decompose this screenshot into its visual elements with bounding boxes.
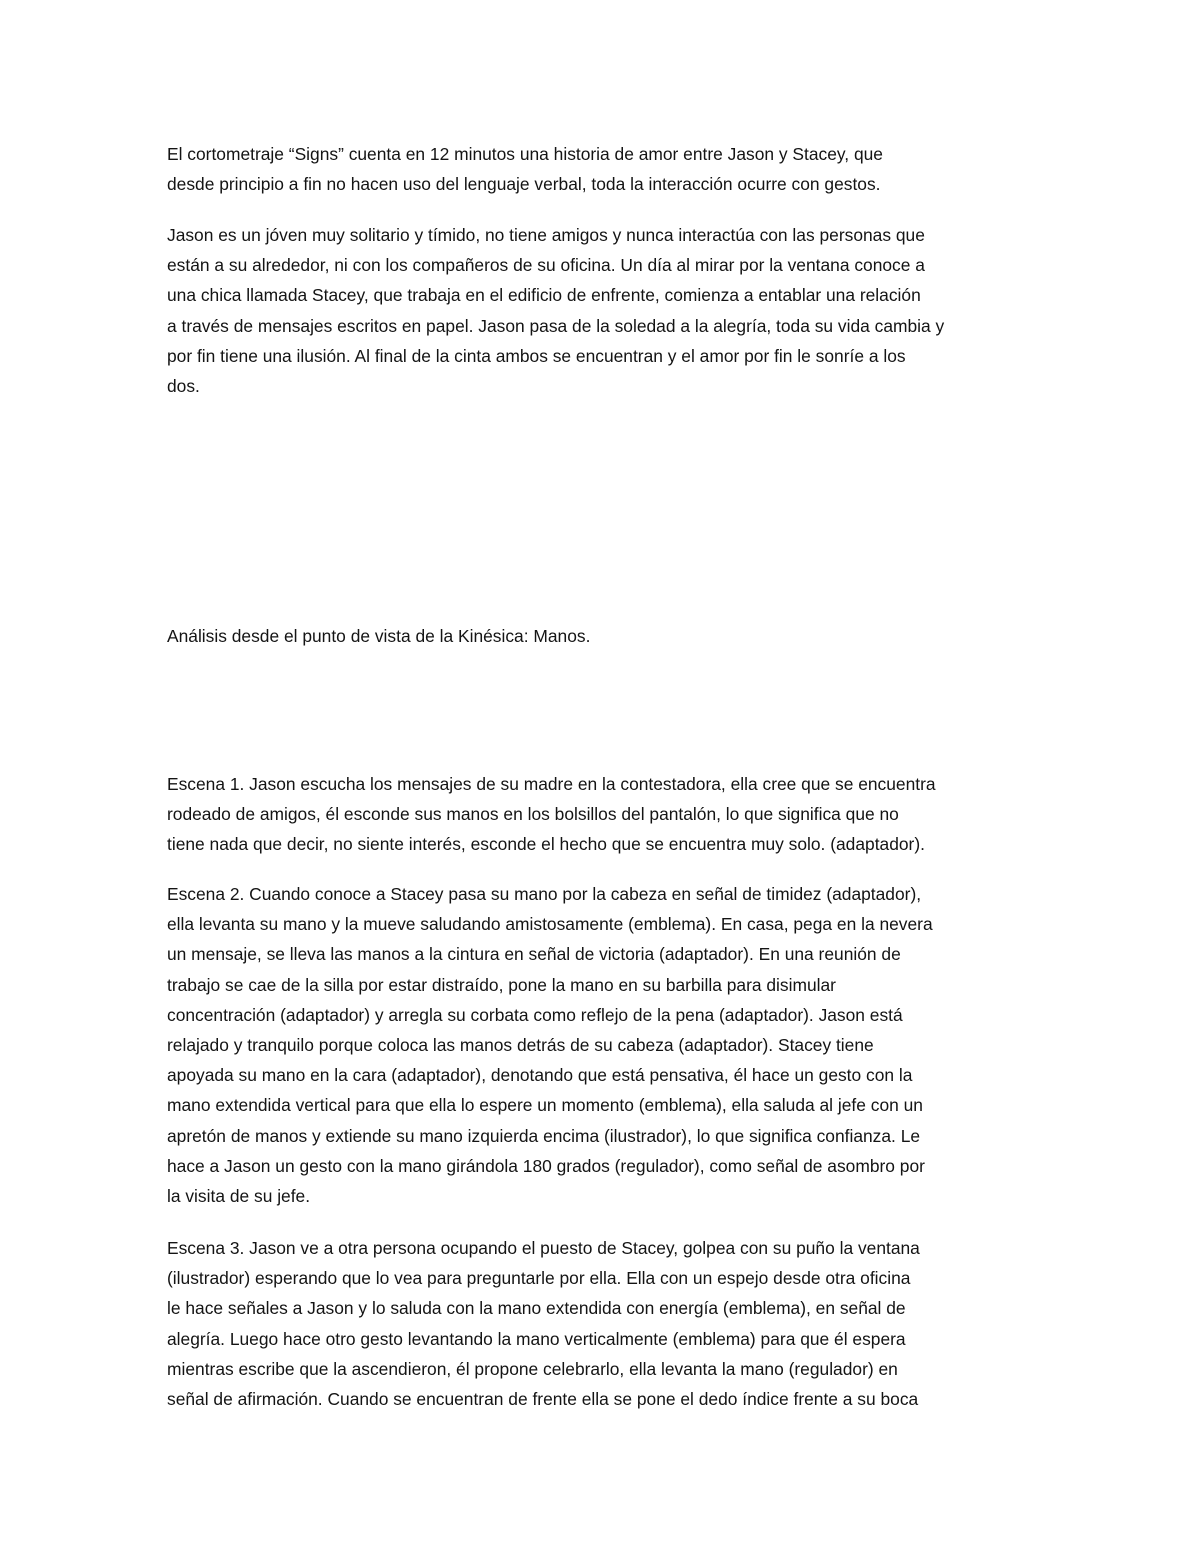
paragraph-line: tiene nada que decir, no siente interés, esconde el hecho que se encuentra muy solo. (adaptador). xyxy=(167,834,925,855)
summary-paragraph xyxy=(167,220,1037,401)
paragraph-line: a través de mensajes escritos en papel. Jason pasa de la soledad a la alegría, toda su vida cambia y xyxy=(167,315,945,336)
paragraph-line: rodeado de amigos, él esconde sus manos en los bolsillos del pantalón, lo que significa que no xyxy=(167,804,899,825)
paragraph-line: una chica llamada Stacey, que trabaja en el edificio de enfrente, comienza a entablar una relación xyxy=(167,285,921,306)
paragraph-line: hace a Jason un gesto con la mano girándola 180 grados (regulador), como señal de asombro por xyxy=(167,1155,925,1176)
paragraph-line: por fin tiene una ilusión. Al final de la cinta ambos se encuentran y el amor por fin le sonríe a los xyxy=(167,345,906,366)
paragraph-line: concentración (adaptador) y arregla su corbata como reflejo de la pena (adaptador). Jason está xyxy=(167,1004,903,1025)
paragraph-line: Escena 1. Jason escucha los mensajes de su madre en la contestadora, ella cree que se encuentra xyxy=(167,774,936,794)
paragraph-line: El cortometraje “Signs” cuenta en 12 minutos una historia de amor entre Jason y Stacey, que xyxy=(167,144,883,164)
analysis-heading xyxy=(167,621,1037,651)
scene-2-paragraph xyxy=(167,879,1037,1211)
paragraph-line: desde principio a fin no hacen uso del lenguaje verbal, toda la interacción ocurre con gestos. xyxy=(167,174,881,195)
heading-text: Análisis desde el punto de vista de la Kinésica: Manos. xyxy=(167,626,591,646)
paragraph-line: Jason es un jóven muy solitario y tímido, no tiene amigos y nunca interactúa con las personas que xyxy=(167,225,925,245)
paragraph-line: (ilustrador) esperando que lo vea para preguntarle por ella. Ella con un espejo desde otra oficina xyxy=(167,1268,911,1289)
paragraph-line: mientras escribe que la ascendieron, él propone celebrarlo, ella levanta la mano (regulador) en xyxy=(167,1358,898,1379)
paragraph-line: Escena 3. Jason ve a otra persona ocupando el puesto de Stacey, golpea con su puño la ventana xyxy=(167,1238,920,1258)
paragraph-line: Escena 2. Cuando conoce a Stacey pasa su mano por la cabeza en señal de timidez (adaptador), xyxy=(167,884,922,904)
paragraph-line: están a su alrededor, ni con los compañeros de su oficina. Un día al mirar por la ventana conoce a xyxy=(167,255,925,276)
paragraph-line: dos. xyxy=(167,375,200,396)
paragraph-line: mano extendida vertical para que ella lo espere un momento (emblema), ella saluda al jefe con un xyxy=(167,1095,923,1116)
paragraph-line: alegría. Luego hace otro gesto levantando la mano verticalmente (emblema) para que él espera xyxy=(167,1328,906,1349)
paragraph-line: trabajo se cae de la silla por estar distraído, pone la mano en su barbilla para disimular xyxy=(167,974,836,995)
intro-paragraph xyxy=(167,139,1037,199)
paragraph-line: apoyada su mano en la cara (adaptador), denotando que está pensativa, él hace un gesto con la xyxy=(167,1065,913,1086)
scene-3-paragraph xyxy=(167,1233,1037,1414)
paragraph-line: le hace señales a Jason y lo saluda con la mano extendida con energía (emblema), en señal de xyxy=(167,1298,906,1319)
paragraph-line: un mensaje, se lleva las manos a la cintura en señal de victoria (adaptador). En una reunión de xyxy=(167,944,901,965)
paragraph-line: ella levanta su mano y la mueve saludando amistosamente (emblema). En casa, pega en la nevera xyxy=(167,914,933,935)
scene-1-paragraph xyxy=(167,769,1037,860)
paragraph-line: la visita de su jefe. xyxy=(167,1185,311,1206)
paragraph-line: apretón de manos y extiende su mano izquierda encima (ilustrador), lo que significa confianza. Le xyxy=(167,1125,921,1146)
paragraph-line: señal de afirmación. Cuando se encuentran de frente ella se pone el dedo índice frente a su boca xyxy=(167,1388,919,1409)
paragraph-line: relajado y tranquilo porque coloca las manos detrás de su cabeza (adaptador). Stacey tiene xyxy=(167,1034,874,1055)
